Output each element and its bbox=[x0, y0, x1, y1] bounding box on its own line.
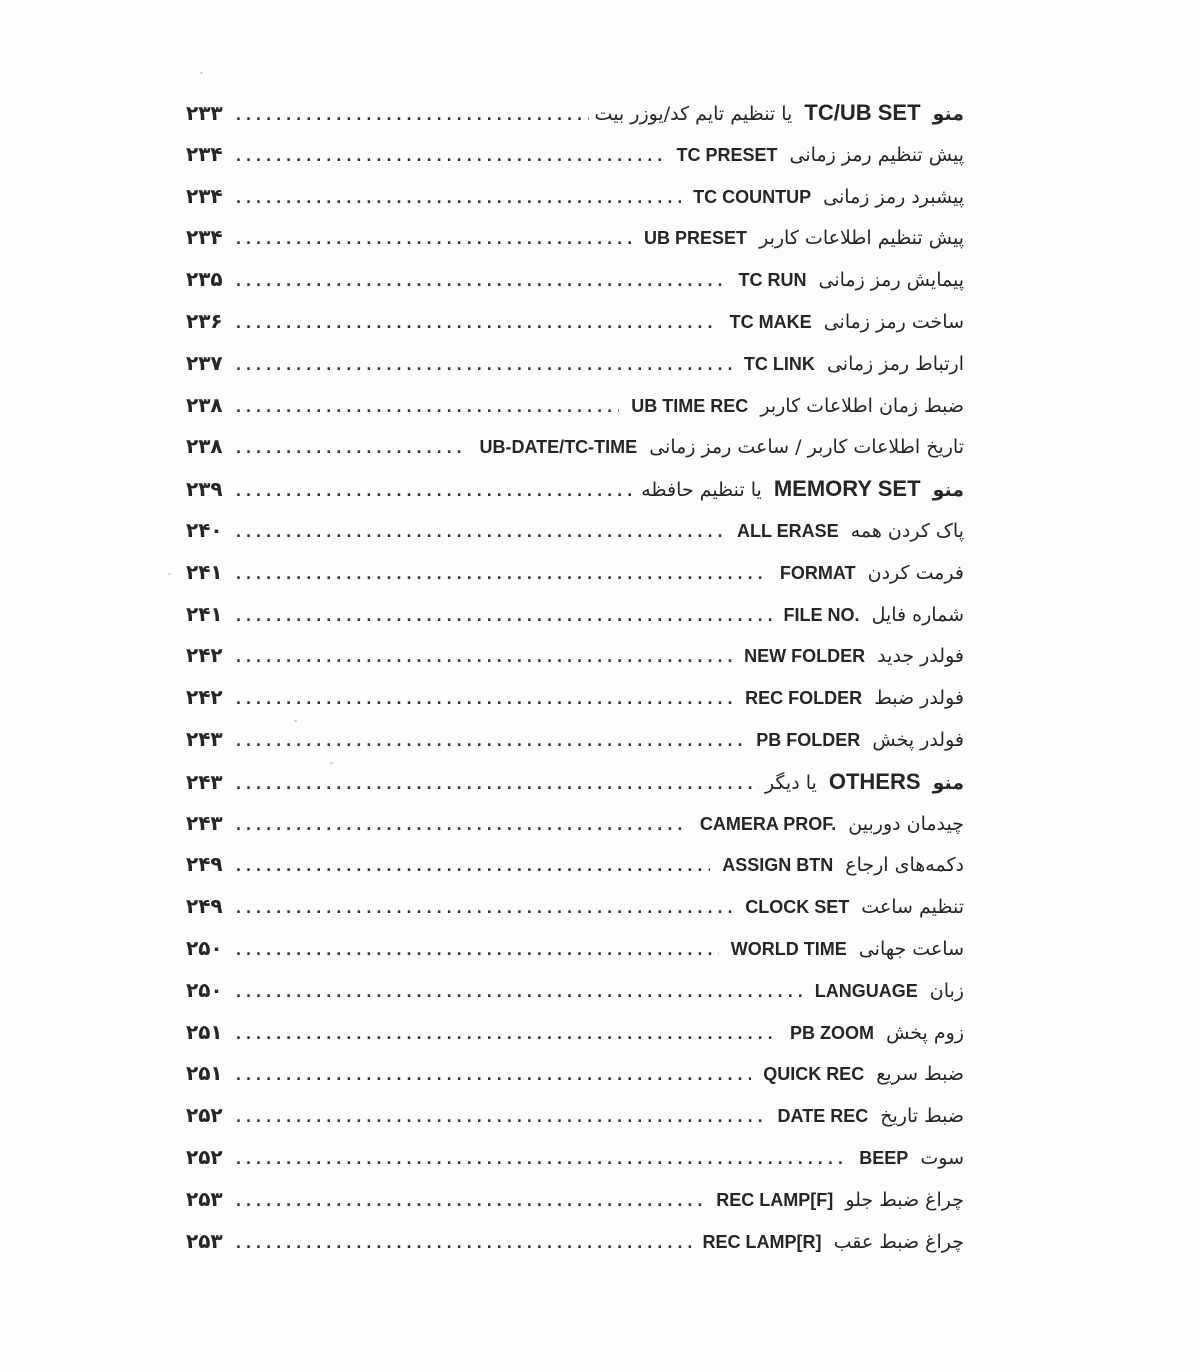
toc-entry-term: ASSIGN BTN bbox=[722, 855, 834, 876]
toc-entry-term: TC PRESET bbox=[676, 144, 778, 165]
dot-leader bbox=[234, 178, 681, 220]
toc-entry-page-number: ۲۴۱ bbox=[186, 601, 223, 626]
toc-entry-term: UB-DATE/TC-TIME bbox=[479, 437, 638, 458]
toc-entry bbox=[186, 552, 964, 594]
toc-entry-prefix: منو bbox=[932, 103, 964, 125]
toc-entry-term: CAMERA PROF. bbox=[699, 813, 837, 834]
dot-leader bbox=[234, 637, 732, 679]
dot-leader bbox=[234, 387, 619, 429]
toc-entry-term: TC/UB SET bbox=[804, 100, 921, 125]
toc-entry-page-number: ۲۴۱ bbox=[186, 559, 223, 584]
dot-leader bbox=[234, 596, 772, 638]
dot-leader bbox=[234, 95, 589, 137]
toc-entry-title bbox=[664, 135, 964, 177]
toc-entry bbox=[186, 301, 964, 343]
toc-entry-page-number: ۲۴۰ bbox=[186, 517, 223, 542]
toc-entry-page-number: ۲۳۴ bbox=[186, 141, 223, 166]
toc-entry bbox=[186, 761, 964, 803]
toc-entry-term: TC COUNTUP bbox=[693, 186, 812, 207]
toc-entry-prefix: ضبط سریع bbox=[876, 1063, 964, 1086]
dot-leader bbox=[234, 846, 710, 888]
toc-entry-prefix: منو bbox=[932, 479, 964, 502]
toc-entry-title bbox=[468, 427, 964, 469]
toc-entry-suffix: یا دیگر bbox=[764, 771, 817, 794]
toc-entry-prefix: چراغ ضبط جلو bbox=[845, 1188, 964, 1211]
toc-entry bbox=[186, 635, 964, 677]
toc-entry-prefix: فرمت کردن bbox=[867, 561, 964, 584]
toc-entry-page-number: ۲۳۴ bbox=[186, 183, 223, 208]
table-of-contents bbox=[186, 92, 964, 1262]
toc-entry-page-number: ۲۳۶ bbox=[186, 308, 223, 333]
toc-entry-title bbox=[768, 553, 964, 595]
toc-entry-prefix: زوم پخش bbox=[886, 1021, 964, 1044]
toc-entry-title bbox=[726, 260, 964, 302]
toc-entry-page-number: ۲۵۲ bbox=[186, 1144, 223, 1169]
toc-entry-page-number: ۲۴۹ bbox=[186, 852, 223, 877]
toc-entry-prefix: ضبط زمان اطلاعات کاربر bbox=[760, 394, 964, 417]
toc-entry-title bbox=[635, 468, 964, 512]
toc-entry bbox=[186, 928, 964, 970]
toc-entry-term: FORMAT bbox=[779, 562, 856, 583]
toc-entry bbox=[186, 176, 964, 218]
toc-entry-title bbox=[733, 678, 964, 720]
toc-entry bbox=[186, 1221, 964, 1263]
scan-speck bbox=[200, 72, 203, 74]
toc-entry-page-number: ۲۳۹ bbox=[186, 477, 223, 502]
dot-leader bbox=[234, 1055, 751, 1097]
toc-entry-title bbox=[681, 177, 964, 219]
toc-entry-term: UB TIME REC bbox=[631, 395, 749, 416]
toc-entry-term: PB ZOOM bbox=[790, 1022, 875, 1043]
toc-entry-page-number: ۲۵۲ bbox=[186, 1103, 223, 1128]
toc-entry bbox=[186, 426, 964, 468]
toc-entry-page-number: ۲۵۱ bbox=[186, 1061, 223, 1086]
toc-entry-term: REC LAMP[R] bbox=[702, 1231, 822, 1252]
toc-entry bbox=[186, 385, 964, 427]
toc-entry-term: UB PRESET bbox=[644, 228, 748, 249]
toc-entry-suffix: یا تنظیم تایم کد/یوزر بیت bbox=[594, 103, 793, 125]
toc-entry bbox=[186, 970, 964, 1012]
toc-entry-title bbox=[704, 1180, 964, 1222]
dot-leader bbox=[234, 805, 688, 847]
toc-entry-term: BEEP bbox=[859, 1147, 909, 1168]
toc-entry-page-number: ۲۳۵ bbox=[186, 267, 223, 292]
toc-entry-title bbox=[778, 1013, 964, 1055]
toc-entry bbox=[186, 343, 964, 385]
toc-entry-term: REC FOLDER bbox=[745, 688, 863, 709]
toc-entry-title bbox=[766, 1096, 964, 1138]
toc-entry-title bbox=[719, 929, 964, 971]
dot-leader bbox=[234, 972, 803, 1014]
toc-entry bbox=[186, 259, 964, 301]
dot-leader bbox=[234, 930, 719, 972]
dot-leader bbox=[234, 428, 468, 470]
dot-leader bbox=[234, 1223, 691, 1265]
toc-entry-title bbox=[733, 887, 964, 929]
toc-entry-title bbox=[759, 761, 964, 805]
dot-leader bbox=[234, 679, 733, 721]
toc-entry-prefix: ارتباط رمز زمانی bbox=[826, 352, 964, 375]
toc-entry-page-number: ۲۳۷ bbox=[186, 350, 223, 375]
toc-entry-term: NEW FOLDER bbox=[744, 646, 866, 667]
toc-entry-prefix: فولدر ضبط bbox=[874, 687, 964, 710]
toc-entry-title bbox=[691, 1222, 964, 1264]
toc-entry-page-number: ۲۵۳ bbox=[186, 1228, 223, 1253]
toc-entry-term: QUICK REC bbox=[763, 1064, 865, 1085]
toc-entry-prefix: فولدر پخش bbox=[872, 728, 964, 751]
toc-entry-title bbox=[710, 845, 964, 887]
toc-entry bbox=[186, 1053, 964, 1095]
toc-entry bbox=[186, 1012, 964, 1054]
toc-entry-page-number: ۲۵۳ bbox=[186, 1186, 223, 1211]
toc-entry-term: WORLD TIME bbox=[730, 938, 847, 959]
toc-entry bbox=[186, 1137, 964, 1179]
toc-entry-term: FILE NO. bbox=[783, 604, 860, 625]
toc-entry bbox=[186, 1095, 964, 1137]
dot-leader bbox=[234, 888, 733, 930]
toc-entry-prefix: پیش تنظیم رمز زمانی bbox=[789, 143, 964, 166]
toc-entry-term: REC LAMP[F] bbox=[716, 1189, 834, 1210]
toc-entry-prefix: تاریخ اطلاعات کاربر / ساعت رمز زمانی bbox=[649, 436, 964, 459]
toc-entry-page-number: ۲۳۳ bbox=[186, 101, 223, 125]
toc-entry-page-number: ۲۴۹ bbox=[186, 894, 223, 919]
toc-entry bbox=[186, 719, 964, 761]
toc-entry-prefix: زبان bbox=[929, 979, 964, 1002]
toc-entry-title bbox=[751, 1054, 964, 1096]
toc-entry bbox=[186, 886, 964, 928]
toc-entry-prefix: منو bbox=[932, 771, 964, 794]
toc-entry-page-number: ۲۳۴ bbox=[186, 225, 223, 250]
toc-entry-prefix: پیش تنظیم اطلاعات کاربر bbox=[759, 227, 964, 250]
toc-entry-prefix: چراغ ضبط عقب bbox=[833, 1230, 964, 1253]
dot-leader bbox=[234, 219, 632, 261]
scan-speck bbox=[168, 573, 171, 575]
toc-entry-title bbox=[619, 386, 964, 428]
toc-entry-prefix: پاک کردن همه bbox=[850, 519, 964, 542]
toc-entry-term: TC RUN bbox=[738, 270, 807, 291]
dot-leader bbox=[234, 1139, 847, 1181]
toc-entry-term: MEMORY SET bbox=[773, 476, 921, 502]
toc-entry-page-number: ۲۵۰ bbox=[186, 935, 223, 960]
toc-entry-prefix: شماره فایل bbox=[871, 603, 964, 626]
toc-entry-title bbox=[725, 511, 964, 553]
toc-entry-title bbox=[632, 218, 964, 260]
toc-entry-term: PB FOLDER bbox=[756, 729, 861, 750]
toc-entry-term: DATE REC bbox=[777, 1106, 869, 1127]
toc-entry-term: TC LINK bbox=[743, 353, 815, 374]
toc-entry-suffix: یا تنظیم حافظه bbox=[641, 479, 762, 502]
dot-leader bbox=[234, 764, 759, 806]
toc-entry-page-number: ۲۴۲ bbox=[186, 685, 223, 710]
toc-entry bbox=[186, 677, 964, 719]
dot-leader bbox=[234, 303, 718, 345]
dot-leader bbox=[234, 345, 732, 387]
dot-leader bbox=[234, 721, 744, 763]
toc-entry-page-number: ۲۴۳ bbox=[186, 769, 223, 794]
toc-entry bbox=[186, 1179, 964, 1221]
dot-leader bbox=[234, 261, 726, 303]
toc-entry-prefix: سوت bbox=[920, 1146, 964, 1169]
toc-entry-prefix: ساخت رمز زمانی bbox=[823, 310, 964, 333]
toc-entry-term: OTHERS bbox=[828, 768, 921, 794]
toc-entry-prefix: دکمه‌های ارجاع bbox=[845, 854, 964, 877]
toc-entry-prefix: پیشبرد رمز زمانی bbox=[823, 185, 964, 208]
toc-entry-prefix: فولدر جدید bbox=[877, 645, 964, 668]
toc-entry-term: LANGUAGE bbox=[814, 980, 918, 1001]
toc-entry-prefix: چیدمان دوربین bbox=[848, 812, 964, 835]
toc-entry bbox=[186, 594, 964, 636]
toc-entry-page-number: ۲۵۰ bbox=[186, 977, 223, 1002]
toc-entry-page-number: ۲۴۲ bbox=[186, 643, 223, 668]
dot-leader bbox=[234, 136, 664, 178]
toc-entry-term: TC MAKE bbox=[729, 311, 812, 332]
toc-entry-page-number: ۲۴۳ bbox=[186, 726, 223, 751]
toc-entry bbox=[186, 803, 964, 845]
toc-entry bbox=[186, 510, 964, 552]
toc-entry-title bbox=[803, 971, 964, 1013]
toc-entry-prefix: ساعت جهانی bbox=[858, 937, 964, 960]
toc-entry-prefix: تنظیم ساعت bbox=[861, 896, 964, 919]
toc-entry-title bbox=[732, 636, 964, 678]
toc-entry-title bbox=[847, 1138, 964, 1180]
dot-leader bbox=[234, 471, 635, 513]
toc-entry-page-number: ۲۵۱ bbox=[186, 1019, 223, 1044]
toc-entry bbox=[186, 92, 964, 134]
toc-entry-title bbox=[732, 344, 964, 386]
toc-entry-title bbox=[772, 595, 964, 637]
toc-entry-page-number: ۲۳۸ bbox=[186, 434, 223, 459]
toc-entry bbox=[186, 844, 964, 886]
toc-entry bbox=[186, 468, 964, 510]
dot-leader bbox=[234, 1014, 778, 1056]
toc-entry-prefix: ضبط تاریخ bbox=[880, 1105, 964, 1128]
dot-leader bbox=[234, 1097, 766, 1139]
toc-entry-page-number: ۲۳۸ bbox=[186, 392, 223, 417]
toc-entry bbox=[186, 134, 964, 176]
toc-entry bbox=[186, 217, 964, 259]
dot-leader bbox=[234, 554, 768, 596]
toc-entry-title bbox=[744, 720, 964, 762]
dot-leader bbox=[234, 1181, 704, 1223]
toc-entry-term: ALL ERASE bbox=[736, 520, 839, 541]
toc-entry-term: CLOCK SET bbox=[745, 897, 850, 918]
dot-leader bbox=[234, 512, 725, 554]
toc-entry-title bbox=[718, 302, 964, 344]
toc-entry-prefix: پیمایش رمز زمانی bbox=[818, 269, 964, 292]
toc-entry-page-number: ۲۴۳ bbox=[186, 810, 223, 835]
toc-entry-title bbox=[589, 92, 964, 136]
toc-entry-title bbox=[688, 804, 964, 846]
